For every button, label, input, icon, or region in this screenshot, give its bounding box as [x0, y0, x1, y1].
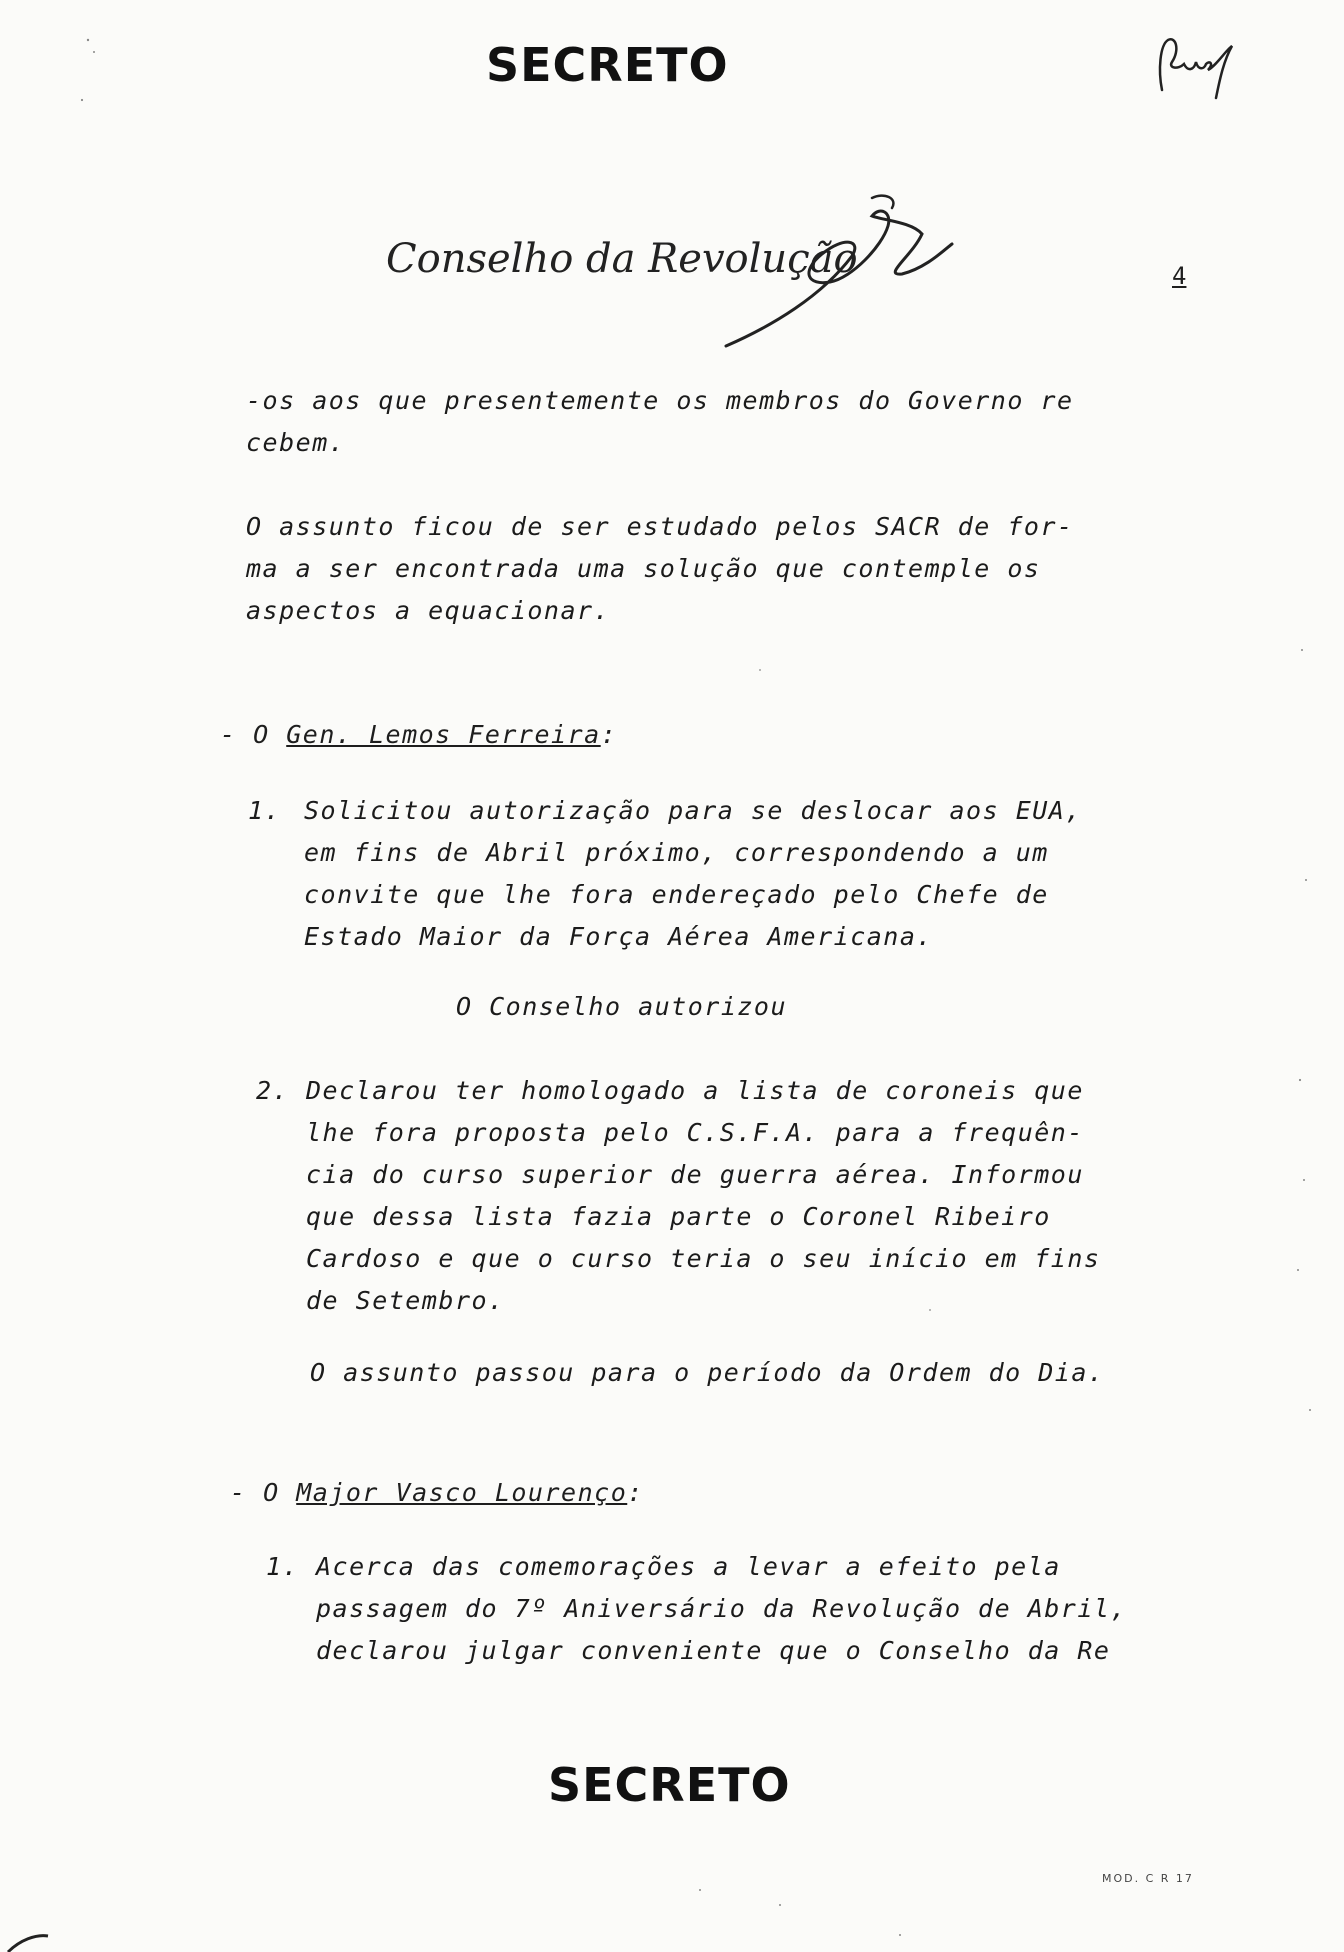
handwritten-initials-top-right	[1150, 20, 1240, 110]
text-line: passagem do 7º Aniversário da Revolução de Abril,	[316, 1594, 1128, 1623]
item-number: 1.	[266, 1552, 300, 1581]
text-line: -os aos que presentemente os membros do Governo re	[246, 386, 1074, 415]
text-line: convite que lhe fora endereçado pelo Chefe de	[304, 880, 1049, 909]
text-line: lhe fora proposta pelo C.S.F.A. para a frequên-	[306, 1118, 1084, 1147]
text-line: Cardoso e que o curso teria o seu início em fins	[306, 1244, 1101, 1273]
heading-colon: :	[627, 1478, 644, 1507]
form-code: MOD. C R 17	[1102, 1872, 1194, 1885]
heading-dash: - O	[220, 720, 287, 749]
classification-stamp-bottom: SECRETO	[548, 1758, 791, 1812]
letterhead-title: Conselho da Revolução	[386, 236, 858, 282]
classification-stamp-top: SECRETO	[486, 38, 729, 92]
item-number: 1.	[248, 796, 282, 825]
vasco-item-1	[316, 1546, 1127, 1672]
text-line: aspectos a equacionar.	[246, 596, 611, 625]
page-number: 4	[1172, 262, 1187, 290]
section-heading-vasco-lourenco	[230, 1478, 644, 1507]
text-line: que dessa lista fazia parte o Coronel Ribeiro	[306, 1202, 1051, 1231]
item-number: 2.	[256, 1076, 290, 1105]
text-line: em fins de Abril próximo, correspondendo a um	[304, 838, 1049, 867]
lemos-item-2	[306, 1070, 1100, 1322]
text-line: de Setembro.	[306, 1286, 505, 1315]
heading-colon: :	[600, 720, 618, 749]
text-line: Acerca das comemorações a levar a efeito pela	[316, 1552, 1061, 1581]
heading-name: Gen. Lemos Ferreira	[286, 720, 601, 749]
text-line: cia do curso superior de guerra aérea. Informou	[306, 1160, 1084, 1189]
lemos-item-1	[304, 790, 1082, 958]
section-heading-lemos-ferreira	[220, 720, 617, 749]
handwritten-signature-flourish	[712, 186, 972, 356]
lemos-item-1-decision: O Conselho autorizou	[456, 992, 788, 1021]
text-line: cebem.	[246, 428, 346, 457]
text-line: declarou julgar conveniente que o Conselho da Re	[316, 1636, 1111, 1665]
text-line: Solicitou autorização para se deslocar aos EUA,	[304, 796, 1082, 825]
text-line: O assunto ficou de ser estudado pelos SACR de for-	[246, 512, 1074, 541]
lemos-item-2-decision: O assunto passou para o período da Ordem do Dia.	[310, 1358, 1105, 1387]
text-line: Declarou ter homologado a lista de coroneis que	[306, 1076, 1084, 1105]
heading-name: Major Vasco Lourenço	[296, 1478, 628, 1507]
text-line: ma a ser encontrada uma solução que contemple os	[246, 554, 1041, 583]
paragraph-sacr	[246, 506, 1074, 632]
heading-dash: - O	[230, 1478, 297, 1507]
paragraph-continuation	[246, 380, 1074, 464]
text-line: Estado Maior da Força Aérea Americana.	[304, 922, 933, 951]
